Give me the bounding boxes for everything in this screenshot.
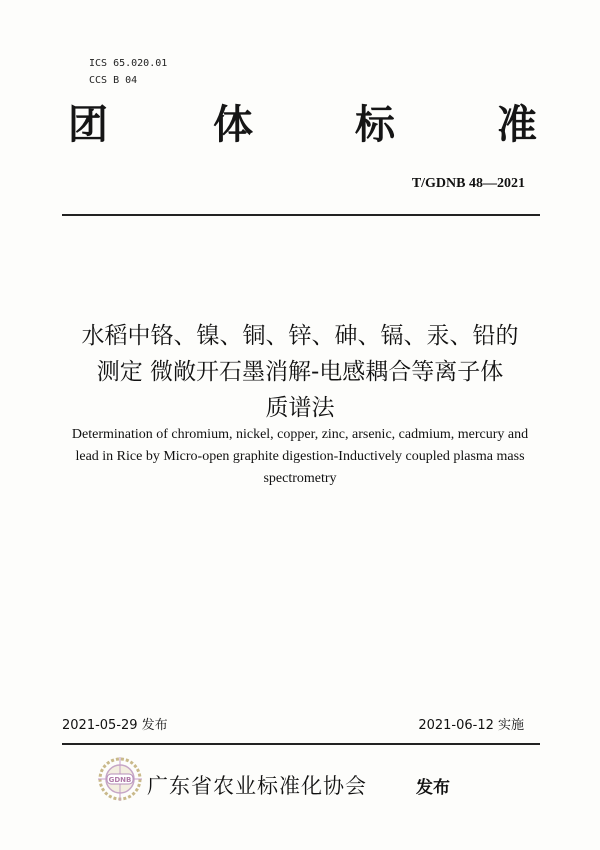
title-cn-line: 质谱法 bbox=[265, 395, 335, 421]
issue-date: 2021-05-29 发布 bbox=[62, 718, 168, 733]
ics-code: ICS 65.020.01 bbox=[89, 58, 168, 69]
title-chinese bbox=[0, 318, 600, 426]
classification-codes bbox=[89, 55, 167, 89]
ccs-code: CCS B 04 bbox=[89, 75, 138, 86]
standard-number: T/GDNB 48—2021 bbox=[411, 176, 525, 191]
title-english bbox=[50, 424, 550, 490]
title-en-line: spectrometry bbox=[263, 471, 337, 486]
divider-top bbox=[62, 214, 540, 216]
title-cn-line: 水稻中铬、镍、铜、锌、砷、镉、汞、铅的 bbox=[81, 323, 519, 349]
title-cn-line: 测定 微敞开石墨消解-电感耦合等离子体 bbox=[96, 359, 504, 385]
svg-text:GDNB: GDNB bbox=[108, 776, 132, 784]
publisher-name: 广东省农业标准化协会 bbox=[147, 774, 367, 798]
publish-label: 发布 bbox=[416, 778, 450, 798]
header-char: 标 bbox=[355, 102, 395, 148]
title-en-line: lead in Rice by Micro-open graphite digestion-Inductively coupled plasma mass bbox=[75, 449, 525, 464]
implementation-date: 2021-06-12 实施 bbox=[418, 718, 524, 733]
divider-bottom bbox=[62, 743, 540, 745]
header-char: 准 bbox=[497, 102, 537, 148]
title-en-line: Determination of chromium, nickel, copper, zinc, arsenic, cadmium, mercury and bbox=[71, 427, 529, 442]
header-char: 团 bbox=[68, 102, 108, 148]
header-char: 体 bbox=[213, 102, 253, 148]
association-logo-icon bbox=[97, 756, 143, 802]
